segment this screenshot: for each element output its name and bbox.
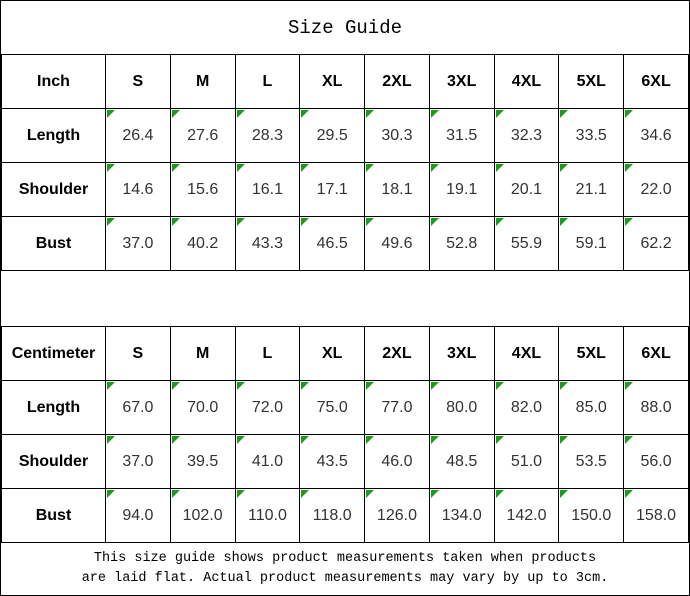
cell-value: 82.0 xyxy=(510,398,543,416)
size-header-cell: 4XL xyxy=(494,55,559,109)
cell-value: 88.0 xyxy=(640,398,672,416)
measurement-cell xyxy=(300,109,365,163)
cell-flag-icon xyxy=(107,436,115,444)
cell-value: 49.6 xyxy=(381,234,413,252)
row-label-cell: Shoulder xyxy=(2,163,106,217)
cell-value: 48.5 xyxy=(446,452,478,470)
measurement-cell xyxy=(429,109,494,163)
cell-flag-icon xyxy=(366,436,374,444)
cell-flag-icon xyxy=(301,382,309,390)
cell-flag-icon xyxy=(625,382,633,390)
cell-flag-icon xyxy=(560,490,568,498)
measurement-cell xyxy=(429,381,494,435)
size-header-cell: 3XL xyxy=(429,327,494,381)
cell-flag-icon xyxy=(560,382,568,390)
cell-flag-icon xyxy=(625,218,633,226)
cell-flag-icon xyxy=(625,110,633,118)
cell-flag-icon xyxy=(366,218,374,226)
measurement-cell xyxy=(106,109,171,163)
measurement-cell xyxy=(494,217,559,271)
cell-value: 118.0 xyxy=(312,506,352,524)
measurement-cell xyxy=(559,489,624,543)
cell-flag-icon xyxy=(172,382,180,390)
cell-flag-icon xyxy=(431,110,439,118)
cell-value: 14.6 xyxy=(122,180,154,198)
row-label-cell: Bust xyxy=(2,217,106,271)
cell-value: 55.9 xyxy=(510,234,543,252)
cell-value: 43.5 xyxy=(316,452,348,470)
measurement-cell xyxy=(365,381,430,435)
cell-flag-icon xyxy=(625,490,633,498)
measurement-cell xyxy=(106,217,171,271)
cell-value: 16.1 xyxy=(251,180,283,198)
cell-flag-icon xyxy=(107,164,115,172)
inch-table xyxy=(1,54,689,271)
cell-flag-icon xyxy=(172,218,180,226)
size-header-cell: XL xyxy=(300,55,365,109)
cell-flag-icon xyxy=(431,436,439,444)
measurement-cell xyxy=(106,489,171,543)
cell-flag-icon xyxy=(237,382,245,390)
unit-label-cell: Inch xyxy=(2,55,106,109)
size-header-cell: L xyxy=(235,55,300,109)
measurement-cell xyxy=(365,217,430,271)
measurement-cell xyxy=(624,381,689,435)
row-label-cell: Length xyxy=(2,109,106,163)
measurement-cell xyxy=(624,163,689,217)
cell-flag-icon xyxy=(496,382,504,390)
cell-value: 85.0 xyxy=(575,398,607,416)
cell-value: 77.0 xyxy=(381,398,413,416)
footer-note xyxy=(1,543,689,595)
cell-flag-icon xyxy=(237,164,245,172)
page-title: Size Guide xyxy=(287,16,403,39)
cell-value: 30.3 xyxy=(381,126,413,144)
cell-value: 75.0 xyxy=(316,398,348,416)
cell-flag-icon xyxy=(560,436,568,444)
cell-value: 110.0 xyxy=(247,506,287,524)
cell-flag-icon xyxy=(625,164,633,172)
table-spacer xyxy=(1,271,689,326)
cell-value: 46.5 xyxy=(316,234,348,252)
cell-value: 51.0 xyxy=(510,452,543,470)
measurement-cell xyxy=(106,163,171,217)
size-header-cell: 6XL xyxy=(624,327,689,381)
cell-value: 102.0 xyxy=(182,506,223,524)
size-header-cell: 3XL xyxy=(429,55,494,109)
measurement-cell xyxy=(365,163,430,217)
cell-flag-icon xyxy=(560,110,568,118)
cell-value: 142.0 xyxy=(506,506,547,524)
cell-flag-icon xyxy=(625,436,633,444)
size-header-cell: 2XL xyxy=(365,327,430,381)
cell-flag-icon xyxy=(496,110,504,118)
cell-value: 41.0 xyxy=(251,452,283,470)
measurement-cell xyxy=(494,381,559,435)
measurement-cell xyxy=(365,435,430,489)
measurement-cell xyxy=(170,109,235,163)
cell-flag-icon xyxy=(366,164,374,172)
measurement-row xyxy=(2,489,689,543)
measurement-cell xyxy=(170,217,235,271)
measurement-cell xyxy=(170,381,235,435)
measurement-cell xyxy=(106,381,171,435)
measurement-cell xyxy=(559,217,624,271)
measurement-cell xyxy=(429,435,494,489)
size-header-cell: 5XL xyxy=(559,55,624,109)
measurement-cell xyxy=(170,489,235,543)
cell-flag-icon xyxy=(560,164,568,172)
measurement-cell xyxy=(494,489,559,543)
cell-flag-icon xyxy=(237,218,245,226)
cell-flag-icon xyxy=(301,218,309,226)
size-header-row xyxy=(2,327,689,381)
cell-value: 158.0 xyxy=(636,506,677,524)
measurement-cell xyxy=(300,217,365,271)
measurement-cell xyxy=(624,435,689,489)
measurement-row xyxy=(2,217,689,271)
cell-value: 37.0 xyxy=(122,452,154,470)
size-header-cell: S xyxy=(106,327,171,381)
cell-flag-icon xyxy=(172,110,180,118)
measurement-row xyxy=(2,435,689,489)
cell-value: 59.1 xyxy=(575,234,607,252)
measurement-cell xyxy=(429,489,494,543)
measurement-cell xyxy=(494,109,559,163)
cell-flag-icon xyxy=(496,436,504,444)
measurement-cell xyxy=(235,489,300,543)
cell-value: 43.3 xyxy=(251,234,283,252)
measurement-cell xyxy=(300,489,365,543)
measurement-cell xyxy=(170,163,235,217)
cell-value: 80.0 xyxy=(446,398,478,416)
size-header-cell: 4XL xyxy=(494,327,559,381)
cell-value: 18.1 xyxy=(381,180,413,198)
unit-label-cell: Centimeter xyxy=(2,327,106,381)
measurement-cell xyxy=(235,217,300,271)
measurement-cell xyxy=(235,163,300,217)
size-header-cell: XL xyxy=(300,327,365,381)
cell-flag-icon xyxy=(560,218,568,226)
row-label-cell: Bust xyxy=(2,489,106,543)
cell-value: 40.2 xyxy=(187,234,219,252)
measurement-cell xyxy=(559,435,624,489)
cell-value: 67.0 xyxy=(122,398,154,416)
measurement-cell xyxy=(235,381,300,435)
measurement-cell xyxy=(300,435,365,489)
cell-value: 39.5 xyxy=(187,452,219,470)
size-header-cell: 2XL xyxy=(365,55,430,109)
footer-line-2: are laid flat. Actual product measurements may vary by up to 3cm. xyxy=(81,571,609,586)
cell-flag-icon xyxy=(496,218,504,226)
measurement-cell xyxy=(429,163,494,217)
cell-value: 37.0 xyxy=(122,234,154,252)
size-header-cell: S xyxy=(106,55,171,109)
measurement-cell xyxy=(494,163,559,217)
cell-value: 56.0 xyxy=(640,452,672,470)
cell-value: 20.1 xyxy=(510,180,543,198)
cell-flag-icon xyxy=(237,436,245,444)
size-header-cell: L xyxy=(235,327,300,381)
cell-flag-icon xyxy=(366,382,374,390)
measurement-cell xyxy=(559,163,624,217)
cell-flag-icon xyxy=(172,490,180,498)
measurement-cell xyxy=(106,435,171,489)
cell-value: 70.0 xyxy=(187,398,219,416)
measurement-row xyxy=(2,163,689,217)
cell-flag-icon xyxy=(301,490,309,498)
cell-flag-icon xyxy=(366,490,374,498)
cell-value: 46.0 xyxy=(381,452,413,470)
cell-value: 22.0 xyxy=(640,180,672,198)
measurement-cell xyxy=(365,489,430,543)
measurement-cell xyxy=(494,435,559,489)
cell-flag-icon xyxy=(237,110,245,118)
cell-flag-icon xyxy=(107,110,115,118)
cell-value: 53.5 xyxy=(575,452,607,470)
measurement-cell xyxy=(235,109,300,163)
cell-flag-icon xyxy=(431,218,439,226)
cell-flag-icon xyxy=(172,164,180,172)
cell-value: 52.8 xyxy=(446,234,478,252)
cell-value: 29.5 xyxy=(316,126,348,144)
cell-value: 32.3 xyxy=(510,126,543,144)
row-label-cell: Length xyxy=(2,381,106,435)
cell-value: 31.5 xyxy=(446,126,478,144)
measurement-row xyxy=(2,381,689,435)
cell-flag-icon xyxy=(107,218,115,226)
cell-value: 27.6 xyxy=(187,126,219,144)
cell-value: 17.1 xyxy=(316,180,348,198)
row-label-cell: Shoulder xyxy=(2,435,106,489)
size-header-row xyxy=(2,55,689,109)
cell-value: 72.0 xyxy=(251,398,283,416)
cell-value: 15.6 xyxy=(187,180,219,198)
footer-line-1: This size guide shows product measurements taken when products xyxy=(93,551,597,567)
measurement-cell xyxy=(429,217,494,271)
cell-flag-icon xyxy=(301,436,309,444)
size-header-cell: 5XL xyxy=(559,327,624,381)
measurement-cell xyxy=(624,109,689,163)
cell-flag-icon xyxy=(496,164,504,172)
measurement-cell xyxy=(624,217,689,271)
measurement-cell xyxy=(559,109,624,163)
measurement-cell xyxy=(170,435,235,489)
cell-value: 21.1 xyxy=(575,180,607,198)
cell-value: 62.2 xyxy=(640,234,672,252)
cell-flag-icon xyxy=(431,490,439,498)
size-header-cell: M xyxy=(170,55,235,109)
cell-flag-icon xyxy=(496,490,504,498)
cell-flag-icon xyxy=(107,490,115,498)
measurement-cell xyxy=(365,109,430,163)
measurement-row xyxy=(2,109,689,163)
cell-flag-icon xyxy=(172,436,180,444)
cell-value: 34.6 xyxy=(640,126,672,144)
cell-value: 126.0 xyxy=(376,506,417,524)
measurement-cell xyxy=(559,381,624,435)
size-header-cell: 6XL xyxy=(624,55,689,109)
cell-value: 33.5 xyxy=(575,126,607,144)
cell-value: 134.0 xyxy=(441,506,482,524)
cell-flag-icon xyxy=(431,164,439,172)
measurement-cell xyxy=(300,381,365,435)
cell-value: 26.4 xyxy=(122,126,154,144)
cell-flag-icon xyxy=(107,382,115,390)
cell-flag-icon xyxy=(431,382,439,390)
cell-value: 150.0 xyxy=(571,506,612,524)
measurement-cell xyxy=(300,163,365,217)
cell-value: 28.3 xyxy=(251,126,283,144)
measurement-cell xyxy=(624,489,689,543)
cell-value: 19.1 xyxy=(446,180,478,198)
cell-flag-icon xyxy=(301,164,309,172)
cell-value: 94.0 xyxy=(122,506,154,524)
cell-flag-icon xyxy=(237,490,245,498)
size-header-cell: M xyxy=(170,327,235,381)
measurement-cell xyxy=(235,435,300,489)
cell-flag-icon xyxy=(366,110,374,118)
cell-flag-icon xyxy=(301,110,309,118)
centimeter-table xyxy=(1,326,689,543)
